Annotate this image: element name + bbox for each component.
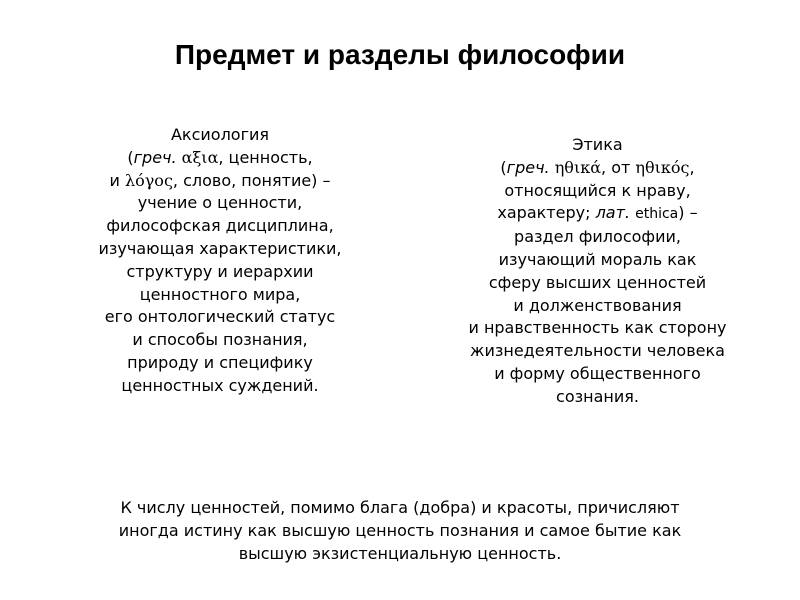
text-segment: ( — [127, 147, 134, 167]
text-line — [40, 375, 400, 398]
text-line — [405, 340, 790, 363]
latin-term: ethica — [635, 206, 679, 223]
text-line — [405, 226, 790, 249]
slide-title: Предмет и разделы философии — [174, 39, 626, 70]
text-line — [405, 202, 790, 226]
text-line — [20, 496, 780, 519]
ethics-text-block — [405, 134, 790, 409]
text-segment: и — [109, 170, 125, 190]
text-line — [405, 317, 790, 340]
text-segment: высшую экзистенциальную ценность. — [238, 544, 562, 563]
greek-term: λόγος — [124, 170, 173, 190]
text-line — [405, 386, 790, 409]
text-segment: ценностного мира, — [139, 284, 301, 304]
text-segment: структуру и иерархии — [126, 261, 314, 281]
text-line — [405, 249, 790, 272]
text-segment: и способы познания, — [132, 330, 308, 350]
text-line — [40, 238, 400, 261]
text-line — [40, 306, 400, 329]
text-line — [405, 295, 790, 318]
text-line — [40, 284, 400, 307]
text-line — [405, 363, 790, 386]
text-segment: лат. — [595, 203, 631, 223]
text-segment: Аксиология — [170, 125, 270, 144]
text-line — [405, 157, 790, 180]
text-line — [40, 261, 400, 284]
text-line — [40, 329, 400, 352]
text-segment: учение о ценности, — [137, 193, 303, 213]
text-line — [40, 147, 400, 170]
text-segment: его онтологический статус — [104, 307, 336, 327]
text-segment: и долженствования — [513, 295, 682, 315]
text-segment: , ценность, — [218, 147, 313, 167]
text-line — [20, 519, 780, 542]
text-segment: ( — [500, 157, 507, 177]
text-line — [40, 352, 400, 375]
footer-text-block — [20, 496, 780, 565]
text-line — [40, 124, 400, 147]
text-segment: изучающий мораль как — [498, 249, 697, 269]
text-line — [40, 192, 400, 215]
text-segment: и нравственность как сторону — [468, 318, 727, 338]
text-segment: сознания. — [556, 386, 639, 406]
text-segment: и форму общественного — [494, 363, 701, 383]
text-segment: характеру; — [497, 203, 596, 223]
text-segment: изучающая характеристики, — [98, 238, 342, 258]
text-line — [405, 180, 790, 203]
text-segment: природу и специфику — [127, 352, 313, 372]
text-line — [40, 170, 400, 193]
text-segment: , от — [601, 157, 636, 177]
text-line — [405, 272, 790, 295]
text-segment: сферу высших ценностей — [488, 272, 707, 292]
text-segment: ценностных суждений. — [121, 375, 319, 395]
text-line — [40, 215, 400, 238]
text-segment: К числу ценностей, помимо блага (добра) и красоты, причисляют — [120, 498, 680, 517]
text-segment: иногда истину как высшую ценность познания и самое бытие как — [118, 521, 682, 540]
text-segment: ) – — [678, 203, 698, 223]
greek-term: ηθικός — [635, 157, 690, 177]
text-segment: относящийся к нраву, — [504, 180, 691, 200]
axiology-text-block — [40, 124, 400, 398]
text-line — [20, 542, 780, 565]
text-segment: Этика — [572, 135, 623, 154]
text-segment: греч. — [133, 147, 177, 167]
text-segment: философская дисциплина, — [106, 216, 334, 236]
text-segment: жизнедеятельности человека — [470, 341, 725, 361]
text-segment: , — [689, 157, 695, 177]
greek-term: ηθικά — [554, 157, 602, 177]
greek-term: αξια — [181, 147, 219, 167]
text-segment: греч. — [506, 157, 550, 177]
text-segment: , слово, понятие) – — [172, 170, 331, 190]
text-line — [405, 134, 790, 157]
text-segment: раздел философии, — [514, 227, 681, 247]
